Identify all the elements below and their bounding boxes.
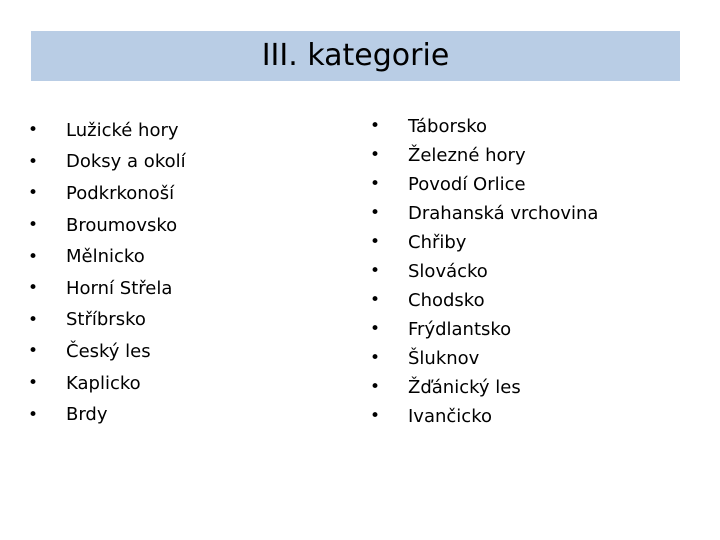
- bullet-icon: •: [28, 278, 39, 299]
- title-band: [31, 31, 680, 81]
- bullet-icon: •: [370, 145, 381, 165]
- list-item-label: Horní Střela: [66, 277, 173, 299]
- list-item: [28, 368, 328, 400]
- list-item: [28, 115, 328, 147]
- list-item: [370, 315, 700, 344]
- bullet-icon: •: [370, 406, 381, 426]
- bullet-icon: •: [370, 377, 381, 397]
- list-item-label: Kaplicko: [66, 372, 141, 394]
- list-item-label: Šluknov: [408, 347, 480, 369]
- list-item-label: Ivančicko: [408, 405, 492, 427]
- list-item: [370, 112, 700, 141]
- bullet-icon: •: [28, 120, 39, 141]
- bullet-icon: •: [28, 151, 39, 172]
- list-item: [370, 228, 700, 257]
- list-item: [370, 141, 700, 170]
- right-bullet-list: [370, 112, 700, 431]
- list-item: [28, 273, 328, 305]
- list-item: [28, 147, 328, 179]
- list-item: [370, 170, 700, 199]
- bullet-icon: •: [28, 404, 39, 425]
- list-item-label: Podkrkonoší: [66, 182, 175, 204]
- list-item-label: Stříbrsko: [66, 309, 146, 331]
- list-item-label: Brdy: [66, 404, 108, 426]
- bullet-icon: •: [370, 261, 381, 281]
- list-item-label: Broumovsko: [66, 214, 178, 236]
- list-item-label: Doksy a okolí: [66, 151, 186, 173]
- list-item: [28, 336, 328, 368]
- list-item-label: Táborsko: [408, 115, 488, 137]
- bullet-icon: •: [28, 373, 39, 394]
- list-item: [370, 199, 700, 228]
- list-item-label: Chodsko: [408, 289, 485, 311]
- left-bullet-list: [28, 115, 328, 431]
- list-item: [28, 241, 328, 273]
- bullet-icon: •: [28, 215, 39, 236]
- bullet-icon: •: [28, 183, 39, 204]
- bullet-icon: •: [370, 290, 381, 310]
- list-item: [28, 178, 328, 210]
- list-item: [28, 210, 328, 242]
- list-item-label: Mělnicko: [66, 246, 145, 268]
- bullet-icon: •: [28, 341, 39, 362]
- list-item: [28, 305, 328, 337]
- list-item-label: Drahanská vrchovina: [408, 202, 599, 224]
- list-item: [28, 399, 328, 431]
- list-item-label: Frýdlantsko: [408, 318, 512, 340]
- list-item: [370, 286, 700, 315]
- list-item: [370, 257, 700, 286]
- list-item-label: Slovácko: [408, 260, 488, 282]
- bullet-icon: •: [370, 116, 381, 136]
- list-item-label: Železné hory: [408, 144, 526, 166]
- bullet-icon: •: [28, 246, 39, 267]
- bullet-icon: •: [370, 174, 381, 194]
- list-item: [370, 373, 700, 402]
- list-item-label: Chřiby: [408, 231, 467, 253]
- bullet-icon: •: [370, 203, 381, 223]
- list-item-label: Povodí Orlice: [408, 173, 526, 195]
- bullet-icon: •: [370, 348, 381, 368]
- bullet-icon: •: [28, 309, 39, 330]
- list-item: [370, 344, 700, 373]
- bullet-icon: •: [370, 232, 381, 252]
- list-item-label: Český les: [66, 340, 151, 362]
- slide-title: III. kategorie: [261, 38, 450, 73]
- list-item-label: Lužické hory: [66, 119, 179, 141]
- list-item-label: Žďánický les: [408, 376, 521, 398]
- bullet-icon: •: [370, 319, 381, 339]
- list-item: [370, 402, 700, 431]
